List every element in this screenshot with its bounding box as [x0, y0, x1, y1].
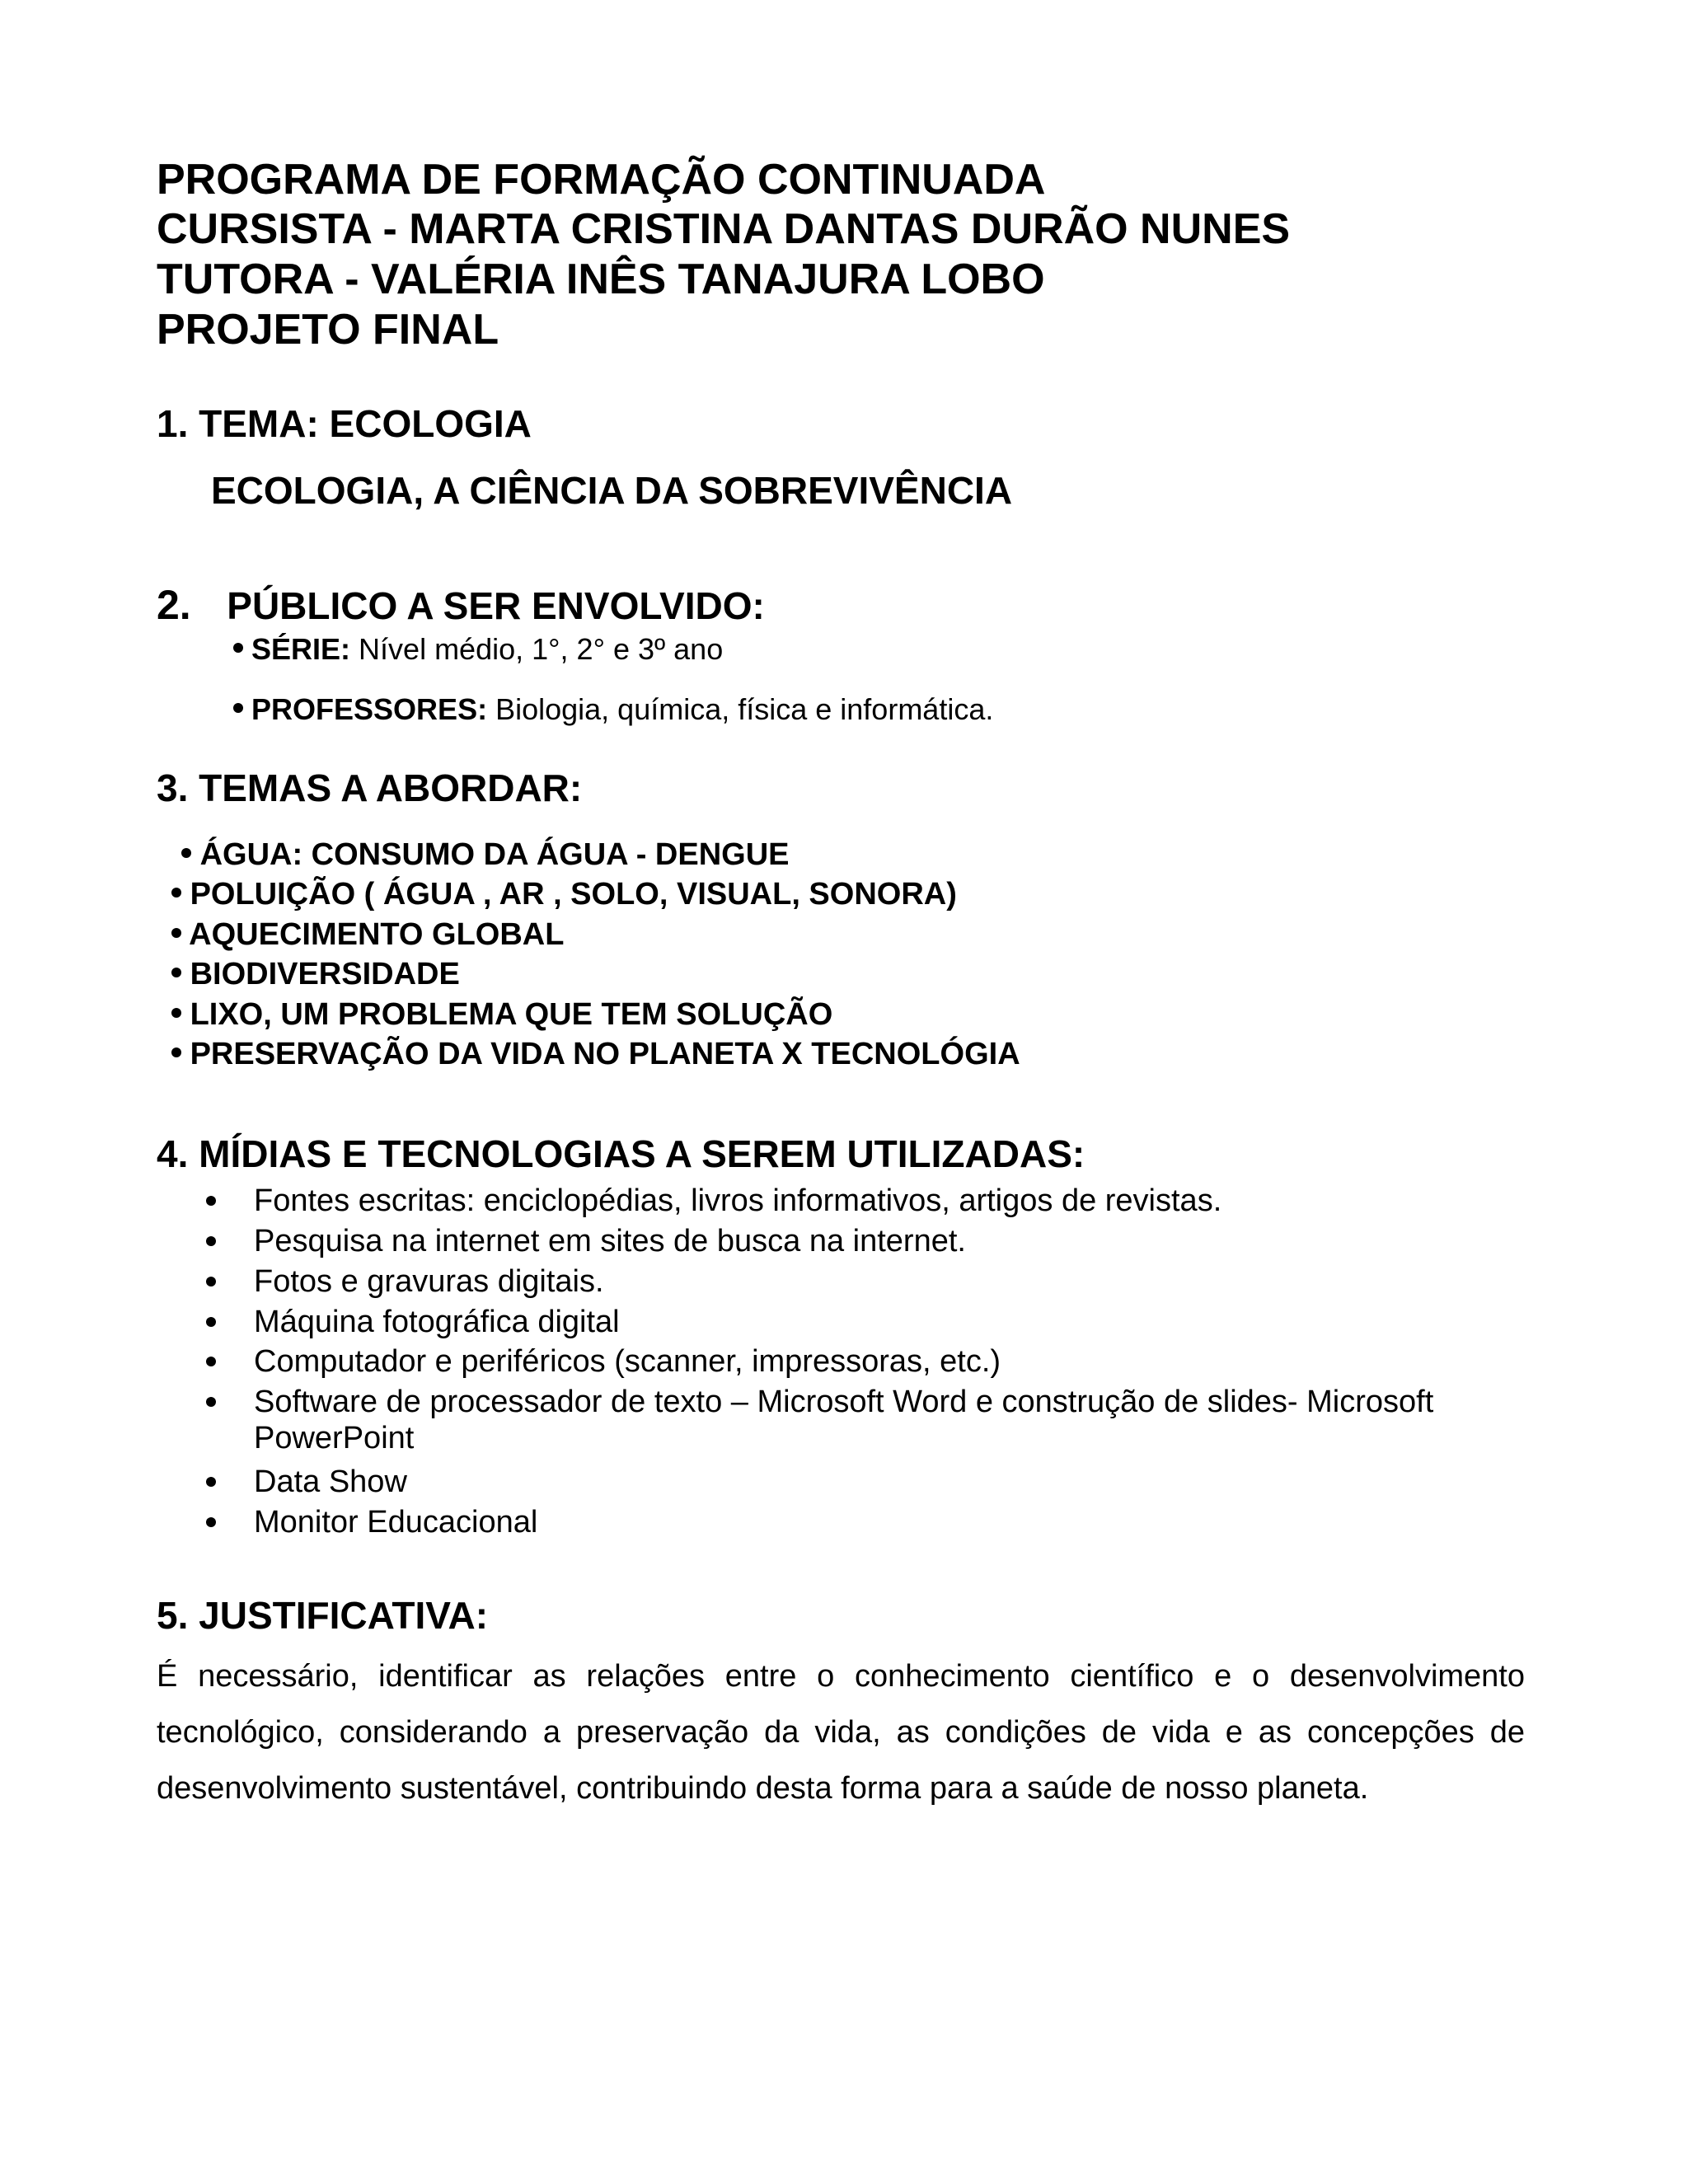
topic-item: [171, 995, 832, 1034]
section-1-heading: 1. TEMA: ECOLOGIA: [157, 402, 532, 445]
media-item: Máquina fotográfica digital: [254, 1305, 620, 1339]
topic-item: [171, 915, 564, 954]
audience-text: Nível médio, 1°, 2° e 3º ano: [350, 632, 724, 666]
topic-text: LIXO, UM PROBLEMA QUE TEM SOLUÇÃO: [190, 997, 833, 1032]
section-2-heading: [157, 582, 765, 629]
bullet-icon: [206, 1357, 216, 1366]
section-2-number: 2.: [157, 582, 191, 628]
media-item: Pesquisa na internet em sites de busca na internet.: [254, 1224, 966, 1258]
bullet-icon: [206, 1196, 216, 1206]
topic-text: PRESERVAÇÃO DA VIDA NO PLANETA X TECNOLÓGIA: [190, 1037, 1020, 1071]
justification-line: tecnológico, considerando a preservação da vida, as condições de vida e as concepções de: [157, 1715, 1525, 1750]
section-5-heading: 5. JUSTIFICATIVA:: [157, 1594, 489, 1637]
media-item-continuation: PowerPoint: [254, 1421, 415, 1455]
bullet-icon: [206, 1277, 216, 1286]
student-name: CURSISTA - MARTA CRISTINA DANTAS DURÃO NUNES: [157, 205, 1291, 253]
section-2-title: PÚBLICO A SER ENVOLVIDO:: [227, 584, 765, 627]
bullet-icon: [206, 1477, 216, 1487]
justification-line: desenvolvimento sustentável, contribuindo desta forma para a saúde de nosso planeta.: [157, 1771, 1369, 1806]
media-item: Fotos e gravuras digitais.: [254, 1264, 604, 1299]
program-title: PROGRAMA DE FORMAÇÃO CONTINUADA: [157, 156, 1046, 204]
audience-text: Biologia, química, física e informática.: [487, 692, 994, 726]
topic-item: [171, 874, 957, 914]
tutor-name: TUTORA - VALÉRIA INÊS TANAJURA LOBO: [157, 255, 1045, 303]
project-label: PROJETO FINAL: [157, 306, 499, 354]
bullet-icon: [206, 1517, 216, 1527]
media-item: Data Show: [254, 1465, 407, 1499]
section-3-heading: 3. TEMAS A ABORDAR:: [157, 766, 583, 809]
audience-item: [233, 631, 723, 668]
bullet-icon: [206, 1236, 216, 1246]
media-item: Monitor Educacional: [254, 1505, 538, 1540]
bullet-icon: [233, 643, 243, 653]
bullet-icon: [171, 968, 181, 977]
topic-text: AQUECIMENTO GLOBAL: [189, 917, 565, 952]
bullet-icon: [171, 888, 181, 898]
bullet-icon: [181, 848, 191, 858]
media-item: Computador e periféricos (scanner, impressoras, etc.): [254, 1344, 1001, 1379]
bullet-icon: [171, 928, 181, 938]
audience-label: SÉRIE:: [251, 632, 351, 666]
audience-label: PROFESSORES:: [251, 692, 488, 726]
topic-item: [181, 835, 790, 874]
justification-line: É necessário, identificar as relações entre o conhecimento científico e o desenvolvimento: [157, 1659, 1525, 1694]
section-4-heading: 4. MÍDIAS E TECNOLOGIAS A SEREM UTILIZADAS:: [157, 1132, 1085, 1175]
bullet-icon: [171, 1047, 181, 1057]
topic-text: POLUIÇÃO ( ÁGUA , AR , SOLO, VISUAL, SONORA): [190, 877, 957, 912]
bullet-icon: [206, 1317, 216, 1327]
audience-item: [233, 691, 993, 728]
topic-item: [171, 1034, 1020, 1074]
media-item: Fontes escritas: enciclopédias, livros informativos, artigos de revistas.: [254, 1183, 1222, 1218]
topic-text: ÁGUA: CONSUMO DA ÁGUA - DENGUE: [199, 837, 790, 872]
topic-item: [171, 954, 460, 994]
topic-text: BIODIVERSIDADE: [190, 957, 460, 991]
section-1-subtitle: ECOLOGIA, A CIÊNCIA DA SOBREVIVÊNCIA: [211, 469, 1013, 512]
bullet-icon: [206, 1397, 216, 1407]
bullet-icon: [171, 1008, 181, 1018]
bullet-icon: [233, 703, 243, 713]
media-item: Software de processador de texto – Microsoft Word e construção de slides- Microsoft: [254, 1385, 1434, 1419]
